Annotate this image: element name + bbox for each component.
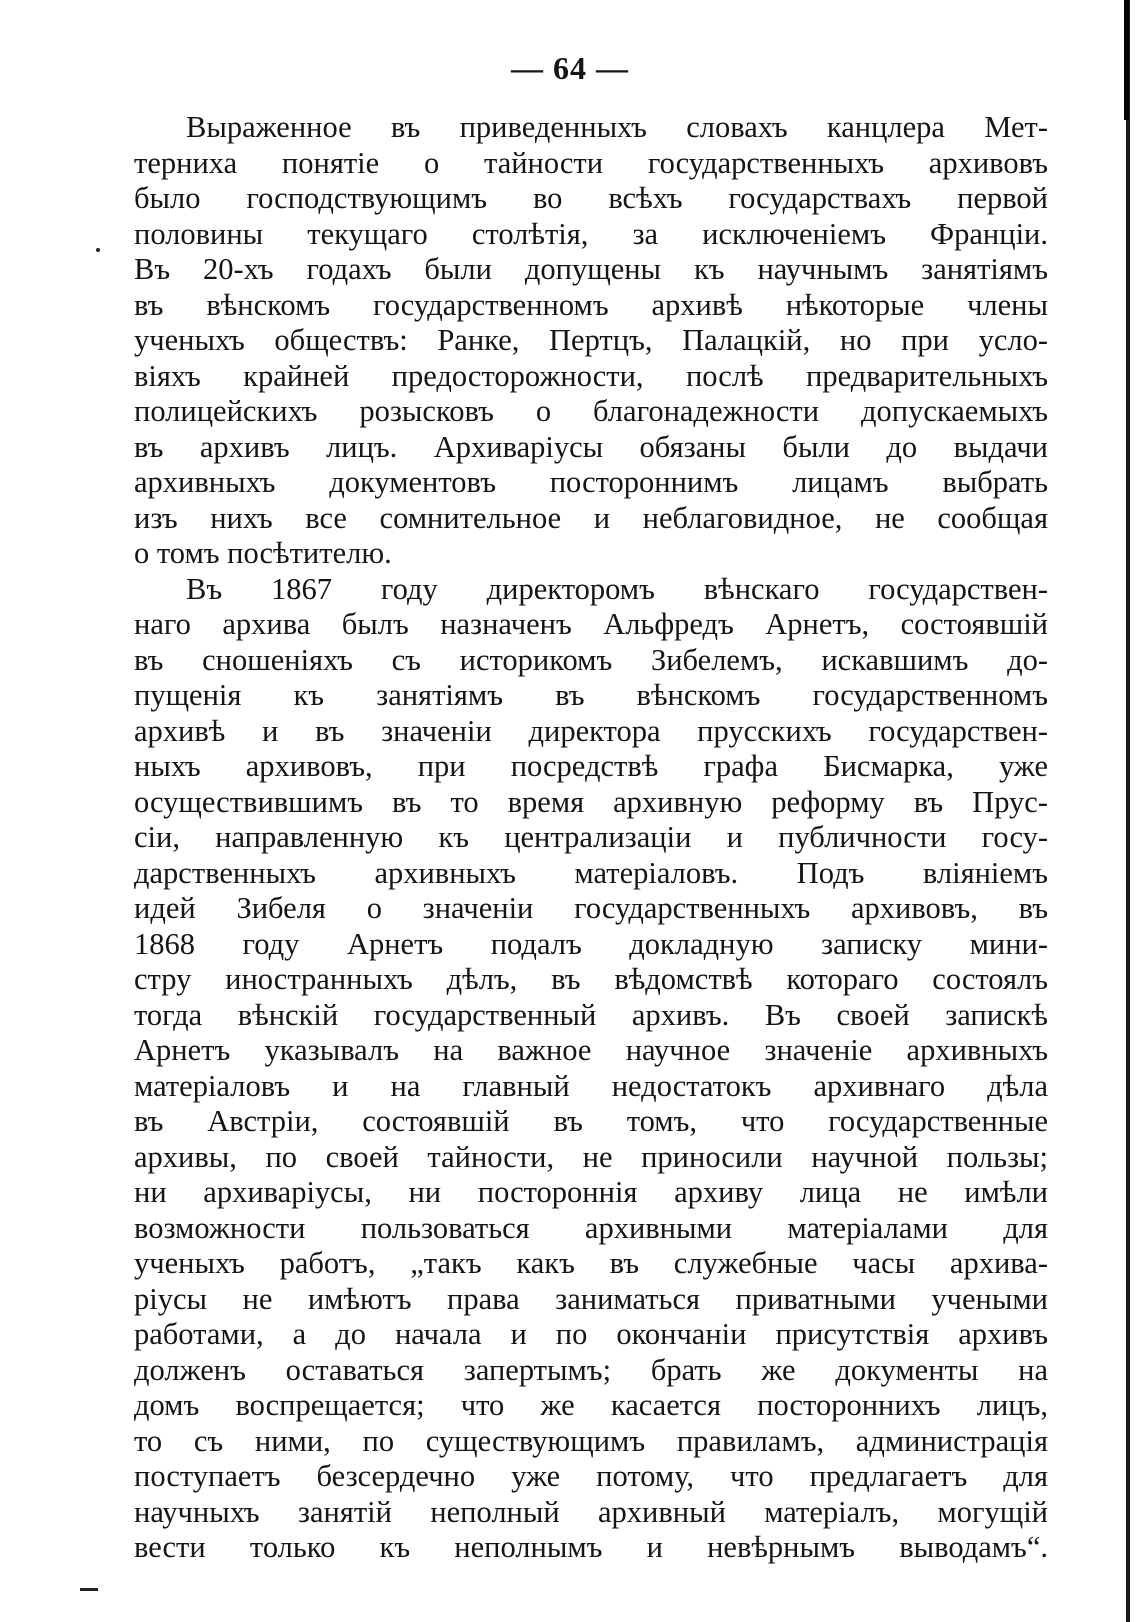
text-line: Арнетъ указывалъ на важное научное значеніе архивныхъ — [134, 1033, 1048, 1067]
text-line: домъ воспрещается; что же касается постороннихъ лицъ, — [134, 1388, 1048, 1422]
text-line: возможности пользоваться архивными матеріалами для — [134, 1210, 1048, 1245]
text-line: въ сношеніяхъ съ историкомъ Зибелемъ, искавшимъ до- — [134, 642, 1048, 677]
text-line: наго архива былъ назначенъ Альфредъ Арнетъ, состоявшій — [134, 607, 1048, 641]
text-line: сіи, направленную къ централизаціи и публичности госу- — [134, 820, 1048, 854]
text-line: въ вѣнскомъ государственномъ архивѣ нѣкоторые члены — [134, 287, 1048, 322]
text-line: Въ 20-хъ годахъ были допущены къ научнымъ занятіямъ — [134, 252, 1048, 286]
text-line: вести только къ неполнымъ и невѣрнымъ выводамъ“. — [134, 1530, 1048, 1564]
text-line: ныхъ архивовъ, при посредствѣ графа Бисмарка, уже — [134, 749, 1048, 783]
text-line: Въ 1867 году директоромъ вѣнскаго государствен- — [186, 571, 1048, 606]
text-line: то съ ними, по существующимъ правиламъ, администрація — [134, 1423, 1048, 1458]
text-line: долженъ оставаться запертымъ; брать же документы на — [134, 1352, 1048, 1387]
text-line: работами, а до начала и по окончаніи присутствія архивъ — [134, 1317, 1048, 1351]
text-line: ни архиваріусы, ни постороннія архиву лица не имѣли — [134, 1175, 1048, 1209]
text-line: матеріаловъ и на главный недостатокъ архивнаго дѣла — [134, 1068, 1048, 1103]
page-number: — 64 — — [511, 50, 629, 86]
text-line: идей Зибеля о значеніи государственныхъ архивовъ, въ — [134, 891, 1048, 925]
page-edge-rule — [1126, 0, 1130, 1622]
text-line: Выраженное въ приведенныхъ словахъ канцлера Мет- — [186, 110, 1048, 144]
text-line: архивныхъ документовъ постороннимъ лицамъ выбрать — [134, 465, 1048, 499]
text-line: полицейскихъ розысковъ о благонадежности допускаемыхъ — [134, 394, 1048, 428]
text-line: дарственныхъ архивныхъ матеріаловъ. Подъ вліяніемъ — [134, 855, 1048, 890]
text-line: тогда вѣнскій государственный архивъ. Въ своей запискѣ — [134, 997, 1048, 1032]
text-line: осуществившимъ въ то время архивную реформу въ Прус- — [134, 784, 1048, 819]
text-line: 1868 году Арнетъ подалъ докладную записку мини- — [134, 926, 1048, 961]
text-line: половины текущаго столѣтія, за исключеніемъ Франціи. — [134, 216, 1048, 251]
text-line: архивы, по своей тайности, не приносили научной пользы; — [134, 1139, 1048, 1174]
text-line: ріусы не имѣютъ права заниматься приватными учеными — [134, 1281, 1048, 1316]
text-line: научныхъ занятій неполный архивный матеріалъ, могущій — [134, 1494, 1048, 1529]
text-line: поступаетъ безсердечно уже потому, что предлагаетъ для — [134, 1459, 1048, 1493]
text-line: въ архивъ лицъ. Архиваріусы обязаны были до выдачи — [134, 429, 1048, 464]
text-line: віяхъ крайней предосторожности, послѣ предварительныхъ — [134, 358, 1048, 393]
body-text — [134, 110, 1048, 1566]
text-line: о томъ посѣтителю. — [134, 536, 392, 570]
text-line: изъ нихъ все сомнительное и неблаговидное, не сообщая — [134, 500, 1048, 535]
print-mark — [80, 1588, 98, 1591]
text-line: было господствующимъ во всѣхъ государствахъ первой — [134, 181, 1048, 215]
text-line: стру иностранныхъ дѣлъ, въ вѣдомствѣ котораго состоялъ — [134, 962, 1048, 996]
text-line: въ Австріи, состоявшій въ томъ, что государственные — [134, 1104, 1048, 1138]
text-line: терниха понятіе о тайности государственныхъ архивовъ — [134, 145, 1048, 180]
print-speck — [96, 248, 100, 252]
text-line: архивѣ и въ значеніи директора прусскихъ государствен- — [134, 713, 1048, 748]
text-line: ученыхъ работъ, „такъ какъ въ служебные часы архива- — [134, 1246, 1048, 1280]
text-line: ученыхъ обществъ: Ранке, Пертцъ, Палацкій, но при усло- — [134, 323, 1048, 357]
text-line: пущенія къ занятіямъ въ вѣнскомъ государственномъ — [134, 678, 1048, 712]
